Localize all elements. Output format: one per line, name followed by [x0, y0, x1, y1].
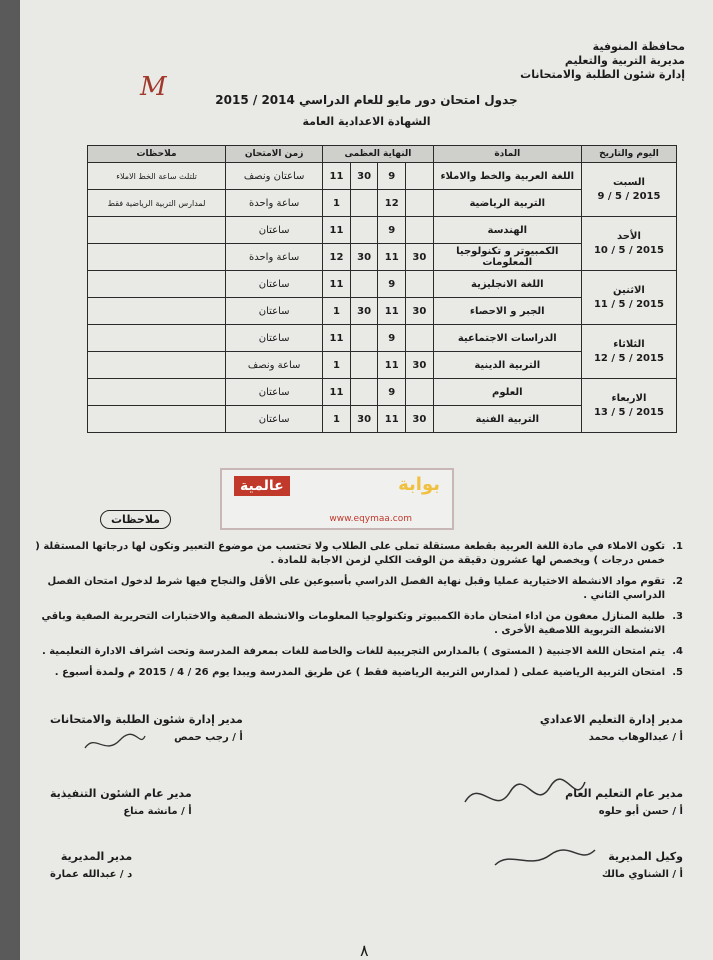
- note-cell: [88, 325, 226, 352]
- signature-block: [50, 787, 192, 817]
- day-date-cell: [581, 217, 676, 271]
- handwritten-mark: M: [140, 72, 167, 102]
- signature-title: مدير إدارة شئون الطلبة والامتحانات: [50, 713, 243, 726]
- day-name: الثلاثاء: [613, 338, 645, 350]
- note-number: 3.: [672, 611, 683, 622]
- header-notes: ملاحظات: [88, 146, 226, 163]
- note-number: 2.: [672, 576, 683, 587]
- header-subject: المادة: [433, 146, 581, 163]
- note-cell: [88, 271, 226, 298]
- watermark-url: www.eqymaa.com: [329, 514, 412, 524]
- degree-cell: 30: [406, 406, 434, 433]
- note-text: يتم امتحان اللغة الاجنبية ( المستوى ) بالمدارس التجريبية للغات والخاصة للغات بمعرفة المدرسة وتحت اشراف الادارة التعليمية .: [41, 646, 665, 657]
- list-item: [33, 666, 683, 680]
- degree-cell: [406, 325, 434, 352]
- exam-date: 2015 / 5 / 9: [597, 190, 661, 202]
- degree-cell: [406, 190, 434, 217]
- degree-cell: 12: [323, 244, 351, 271]
- day-name: الأحد: [617, 230, 641, 242]
- signature-name: أ / حسن أبو حلوه: [598, 806, 683, 817]
- subject-cell: التربية الفنية: [433, 406, 581, 433]
- signature-name: د / عبدالله عمارة: [50, 869, 133, 880]
- note-number: 1.: [672, 541, 683, 552]
- degree-cell: 1: [323, 298, 351, 325]
- degree-cell: 12: [378, 190, 406, 217]
- note-cell: [88, 352, 226, 379]
- degree-cell: 11: [323, 163, 351, 190]
- day-name: الاثنين: [613, 284, 645, 296]
- note-number: 4.: [672, 646, 683, 657]
- degree-cell: 11: [378, 406, 406, 433]
- duration-cell: ساعتان: [226, 217, 323, 244]
- degree-cell: 9: [378, 163, 406, 190]
- exam-date: 2015 / 5 / 10: [593, 244, 664, 256]
- list-item: [33, 540, 683, 568]
- watermark-text: عالمية: [234, 476, 290, 496]
- degree-cell: 1: [323, 352, 351, 379]
- degree-cell: 11: [323, 217, 351, 244]
- watermark-text: بوابة: [398, 474, 440, 495]
- exam-date: 2015 / 5 / 11: [593, 298, 664, 310]
- degree-cell: 30: [406, 298, 434, 325]
- notes-heading: ملاحظات: [100, 510, 171, 529]
- letterhead-line: مديرية التربية والتعليم: [564, 54, 685, 67]
- table-header-row: [88, 146, 677, 163]
- subject-cell: اللغة العربية والخط والاملاء: [433, 163, 581, 190]
- duration-cell: ساعتان: [226, 379, 323, 406]
- letterhead-line: محافظة المنوفية: [592, 40, 685, 53]
- degree-cell: 11: [323, 379, 351, 406]
- signature-name: أ / مانشة مناع: [123, 806, 192, 817]
- list-item: [33, 575, 683, 603]
- subject-cell: الهندسة: [433, 217, 581, 244]
- degree-cell: 9: [378, 325, 406, 352]
- exam-date: 2015 / 5 / 12: [593, 352, 664, 364]
- page-number: ٨: [360, 941, 369, 960]
- list-item: [33, 610, 683, 638]
- header-time: زمن الامتحان: [226, 146, 323, 163]
- exam-schedule-table: [87, 145, 677, 433]
- note-cell: لمدارس التربية الرياضية فقط: [88, 190, 226, 217]
- signature-title: مدير عام الشئون التنفيذية: [50, 787, 192, 800]
- duration-cell: ساعة ونصف: [226, 352, 323, 379]
- duration-cell: ساعتان ونصف: [226, 163, 323, 190]
- exam-date: 2015 / 5 / 13: [593, 406, 664, 418]
- day-date-cell: [581, 379, 676, 433]
- signature-title: مدير عام التعليم العام: [565, 787, 683, 800]
- note-cell: [88, 217, 226, 244]
- header-degrees: النهاية العظمى: [323, 146, 433, 163]
- degree-cell: 9: [378, 379, 406, 406]
- subject-cell: اللغة الانجليزية: [433, 271, 581, 298]
- note-cell: [88, 379, 226, 406]
- duration-cell: ساعتان: [226, 298, 323, 325]
- table-row: [88, 379, 677, 406]
- degree-cell: 9: [378, 271, 406, 298]
- signature-title: مدير إدارة التعليم الاعدادي: [539, 713, 683, 726]
- degree-cell: 30: [350, 406, 378, 433]
- notes-list: [33, 540, 683, 687]
- degree-cell: 30: [350, 163, 378, 190]
- day-name: السبت: [612, 176, 645, 188]
- signature-name: أ / رجب حمص: [174, 732, 243, 743]
- degree-cell: [406, 163, 434, 190]
- note-text: تقوم مواد الانشطة الاختيارية عمليا وقبل نهاية الفصل الدراسي بأسبوعين على الأقل والنجاح فيها شرط لدخول امتحان الفصل الدراسي الثاني .: [47, 576, 665, 601]
- day-date-cell: [581, 325, 676, 379]
- note-text: تكون الاملاء في مادة اللغة العربية بقطعة مستقلة تملى على الطلاب ولا تحتسب من موضوع التعبير وتكون لها درجاتها المستقلة ( خمس درجات ) ويخصص لها عشرون دقيقة من الوقت الكلي لزمن الاجابة للمادة .: [35, 541, 665, 566]
- degree-cell: 11: [323, 325, 351, 352]
- subject-cell: الدراسات الاجتماعية: [433, 325, 581, 352]
- table-row: [88, 217, 677, 244]
- degree-cell: 30: [350, 298, 378, 325]
- watermark-logo: [220, 468, 454, 530]
- list-item: [33, 645, 683, 659]
- note-number: 5.: [672, 667, 683, 678]
- degree-cell: [350, 325, 378, 352]
- note-cell: [88, 244, 226, 271]
- day-name: الاربعاء: [611, 392, 647, 404]
- note-text: طلبة المنازل معفون من اداء امتحان مادة الكمبيوتر وتكنولوجيا المعلومات والانشطة الصفية والاختبارات التحريرية الصفية وباقي الانشطة التربوية اللاصفية الأخرى .: [41, 611, 665, 636]
- degree-cell: [406, 379, 434, 406]
- document-subtitle: الشهادة الاعدادية العامة: [302, 115, 431, 128]
- document-page: [20, 0, 713, 960]
- degree-cell: 30: [406, 244, 434, 271]
- header-day: اليوم والتاريخ: [581, 146, 676, 163]
- signature-title: وكيل المديرية: [608, 850, 683, 863]
- degree-cell: 11: [378, 244, 406, 271]
- subject-cell: الكمبيوتر و تكنولوجيا المعلومات: [433, 244, 581, 271]
- handwritten-signature-icon: [490, 840, 600, 875]
- signature-block: [540, 713, 683, 743]
- signature-title: مدير المديرية: [60, 850, 133, 863]
- degree-cell: 1: [323, 406, 351, 433]
- degree-cell: 1: [323, 190, 351, 217]
- subject-cell: الجبر و الاحصاء: [433, 298, 581, 325]
- subject-cell: التربية الرياضية: [433, 190, 581, 217]
- duration-cell: ساعة واحدة: [226, 190, 323, 217]
- degree-cell: 9: [378, 217, 406, 244]
- degree-cell: 11: [378, 352, 406, 379]
- letterhead-line: إدارة شئون الطلبة والامتحانات: [520, 68, 685, 81]
- degree-cell: [350, 271, 378, 298]
- degree-cell: 30: [350, 244, 378, 271]
- table-row: [88, 271, 677, 298]
- note-text: امتحان التربية الرياضية عملى ( لمدارس التربية الرياضية فقط ) عن طريق المدرسة ويبدا يوم 26 / 4 / 2015 م ولمدة أسبوع .: [54, 667, 665, 678]
- duration-cell: ساعتان: [226, 406, 323, 433]
- table-row: [88, 163, 677, 190]
- signature-name: أ / الشناوي مالك: [601, 869, 683, 880]
- degree-cell: [406, 271, 434, 298]
- signature-block: [602, 850, 683, 880]
- degree-cell: 11: [323, 271, 351, 298]
- handwritten-signature-icon: [80, 728, 150, 758]
- document-title: جدول امتحان دور مايو للعام الدراسي 2014 / 2015: [215, 93, 518, 107]
- duration-cell: ساعتان: [226, 271, 323, 298]
- degree-cell: 30: [406, 352, 434, 379]
- degree-cell: [350, 379, 378, 406]
- note-cell: [88, 406, 226, 433]
- subject-cell: العلوم: [433, 379, 581, 406]
- day-date-cell: [581, 271, 676, 325]
- duration-cell: ساعة واحدة: [226, 244, 323, 271]
- letterhead: [520, 40, 685, 82]
- degree-cell: [406, 217, 434, 244]
- table-row: [88, 325, 677, 352]
- note-cell: تلتلث ساعة الخط الاملاء: [88, 163, 226, 190]
- subject-cell: التربية الدينية: [433, 352, 581, 379]
- signature-block: [50, 850, 132, 880]
- day-date-cell: [581, 163, 676, 217]
- handwritten-signature-icon: [460, 772, 590, 822]
- degree-cell: [350, 217, 378, 244]
- duration-cell: ساعتان: [226, 325, 323, 352]
- degree-cell: [350, 352, 378, 379]
- signature-name: أ / عبدالوهاب محمد: [588, 732, 683, 743]
- degree-cell: 11: [378, 298, 406, 325]
- note-cell: [88, 298, 226, 325]
- degree-cell: [350, 190, 378, 217]
